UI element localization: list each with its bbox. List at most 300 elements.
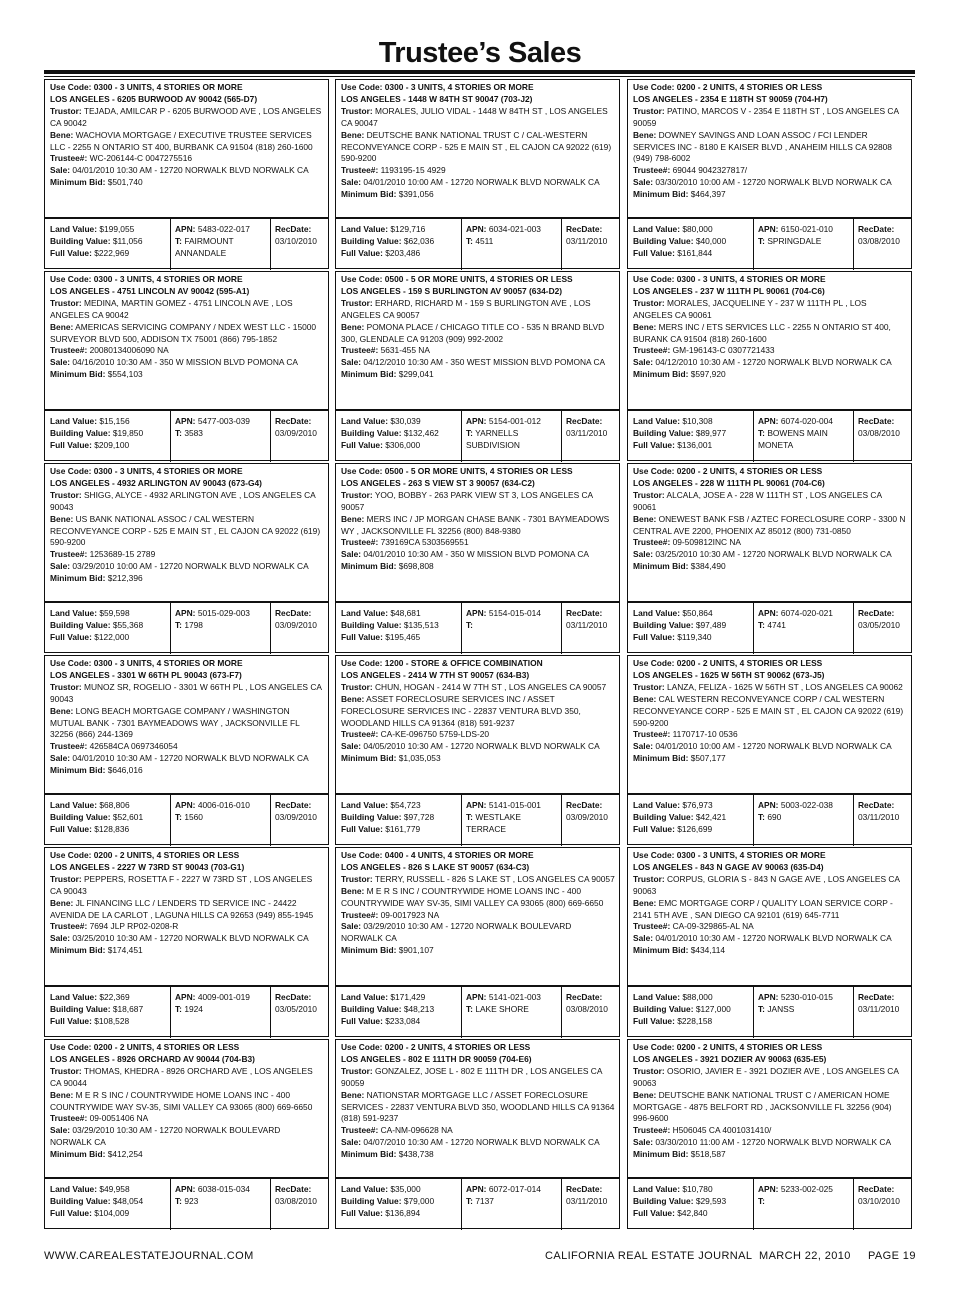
minimum-bid-label: Minimum Bid: (341, 753, 397, 764)
trustor-label: Trustor: (341, 297, 373, 308)
trustee-number (341, 729, 615, 741)
tract-value: 923 (184, 1195, 199, 1206)
trustor-value: THOMAS, KHEDRA - 8926 ORCHARD AVE , LOS ANGELES CA 90044 (50, 1065, 313, 1088)
beneficiary-value: ONEWEST BANK FSB / AZTEC FORECLOSURE CORP - 3300 N CENTRAL AVE 2200, PHOENIX AZ 85012 (800) 731-0850 (633, 513, 906, 536)
listing-row (44, 655, 917, 847)
listing-card (335, 463, 620, 653)
recdate-label: RecDate: (858, 992, 895, 1002)
use-code-value: 0300 - 3 UNITS, 4 STORIES OR MORE (93, 82, 243, 92)
valuation-table (336, 794, 619, 846)
apn-label: APN: (466, 224, 487, 234)
building-value-value: $55,368 (112, 619, 144, 630)
recdate-cell (562, 603, 619, 654)
trustor-label: Trustor: (50, 873, 82, 884)
minimum-bid-label: Minimum Bid: (341, 561, 397, 572)
listing-card (44, 463, 329, 653)
trustor-value: YOO, BOBBY - 263 PARK VIEW ST 3, LOS ANGELES CA 90057 (341, 489, 593, 512)
sale-info-label: Sale: (341, 741, 362, 752)
beneficiary (633, 898, 907, 922)
sale-info-label: Sale: (633, 741, 654, 752)
recdate-label: RecDate: (858, 224, 895, 234)
land-value (50, 992, 166, 1004)
full-value-value: $136,894 (385, 1207, 421, 1218)
minimum-bid (341, 189, 615, 201)
full-value-label: Full Value: (341, 439, 383, 450)
land-value-value: $59,598 (99, 608, 130, 618)
minimum-bid-label: Minimum Bid: (633, 189, 689, 200)
building-value-value: $132,462 (403, 427, 439, 438)
minimum-bid-label: Minimum Bid: (50, 1149, 106, 1160)
listing-details (45, 1040, 328, 1178)
land-value-value: $88,000 (682, 992, 713, 1002)
apn-cell (462, 1179, 562, 1230)
land-value-label: Land Value: (633, 416, 681, 426)
full-value-value: $228,158 (677, 1015, 713, 1026)
apn (466, 800, 558, 812)
apn-value: 6074-020-004 (780, 416, 833, 426)
beneficiary (50, 130, 324, 154)
land-value (50, 800, 166, 812)
building-value-label: Building Value: (341, 1003, 402, 1014)
minimum-bid-value: $507,177 (690, 753, 726, 764)
minimum-bid-value: $518,587 (690, 1149, 726, 1160)
apn-label: APN: (758, 224, 779, 234)
value-cell (628, 1179, 754, 1230)
recdate-label: RecDate: (566, 800, 603, 810)
building-value (50, 620, 166, 632)
beneficiary-label: Bene: (50, 705, 74, 716)
building-value (341, 236, 457, 248)
value-cell (628, 411, 754, 462)
listing-card (44, 271, 329, 461)
land-value-label: Land Value: (341, 800, 389, 810)
listing-card (335, 79, 620, 269)
land-value-value: $199,055 (99, 224, 135, 234)
listing-card (627, 79, 912, 269)
tract-value: 4511 (475, 235, 494, 246)
tract-value: 1924 (184, 1003, 203, 1014)
minimum-bid (633, 369, 907, 381)
sale-info-label: Sale: (50, 165, 71, 176)
trustor-label: Trustor: (50, 681, 82, 692)
apn-label: APN: (175, 224, 196, 234)
sale-info-value: 04/01/2010 10:30 AM - 12720 NORWALK BLVD NORWALK CA (72, 753, 309, 764)
tract-value: YARNELLS SUBDIVISION (466, 427, 520, 450)
trustee-number (50, 1113, 324, 1125)
full-value (633, 248, 749, 260)
building-value (341, 812, 457, 824)
minimum-bid-value: $434,114 (690, 945, 726, 956)
land-value-label: Land Value: (341, 224, 389, 234)
listing-details (628, 656, 911, 794)
footer-website[interactable]: WWW.CAREALESTATEJOURNAL.COM (44, 1250, 254, 1262)
page-title: Trustee’s Sales (378, 37, 582, 69)
building-value-value: $97,728 (403, 811, 435, 822)
trustor-label: Trustor: (633, 681, 665, 692)
building-value-label: Building Value: (633, 427, 694, 438)
beneficiary (341, 886, 615, 910)
recdate-cell (562, 795, 619, 846)
apn-value: 6072-017-014 (488, 1184, 541, 1194)
recdate-value: 03/08/2010 (275, 1195, 317, 1206)
land-value-value: $68,806 (99, 800, 130, 810)
beneficiary (633, 514, 907, 538)
land-value-label: Land Value: (50, 608, 98, 618)
value-cell (45, 1179, 171, 1230)
trustee-number-label: Trustee#: (633, 921, 671, 932)
trustee-number-label: Trustee#: (50, 921, 88, 932)
minimum-bid (341, 945, 615, 957)
land-value (341, 992, 457, 1004)
minimum-bid (50, 369, 324, 381)
recdate-value: 03/11/2010 (566, 1195, 608, 1206)
land-value-label: Land Value: (633, 224, 681, 234)
beneficiary-value: AMERICAS SERVICING COMPANY / NDEX WEST LLC - 15000 SURVEYOR BLVD 500, ADDISON TX 75001 (866) 795-1852 (50, 321, 317, 344)
property-address: LOS ANGELES - 4751 LINCOLN AV 90042 (595-A1) (50, 285, 250, 296)
building-value-label: Building Value: (50, 235, 111, 246)
recdate-cell (562, 219, 619, 270)
trustor-label: Trustor: (341, 1065, 373, 1076)
property-address: LOS ANGELES - 159 S BURLINGTON AV 90057 (634-D2) (341, 285, 563, 296)
listing-row (44, 271, 917, 463)
minimum-bid-label: Minimum Bid: (633, 369, 689, 380)
tract-value: SPRINGDALE (767, 235, 822, 246)
listing-details (628, 464, 911, 602)
use-code-value: 0300 - 3 UNITS, 4 STORIES OR MORE (384, 82, 534, 92)
sale-info (633, 741, 907, 753)
title-rule (44, 70, 915, 74)
land-value-value: $49,958 (99, 1184, 130, 1194)
building-value-value: $52,601 (112, 811, 144, 822)
full-value-label: Full Value: (50, 439, 92, 450)
valuation-table (336, 602, 619, 654)
apn (758, 416, 850, 428)
trustee-number-value: 09-509812INC NA (672, 537, 742, 548)
beneficiary (633, 130, 907, 166)
recdate-value: 03/09/2010 (275, 427, 317, 438)
sale-info (633, 177, 907, 189)
trustee-number-label: Trustee#: (50, 345, 88, 356)
apn-label: APN: (758, 608, 779, 618)
trustee-number-label: Trustee#: (633, 537, 671, 548)
tract (758, 236, 850, 248)
building-value-value: $29,593 (695, 1195, 727, 1206)
listing-card (44, 1039, 329, 1229)
tract-label: T: (758, 619, 765, 630)
minimum-bid-label: Minimum Bid: (633, 561, 689, 572)
full-value-value: $108,528 (94, 1015, 130, 1026)
apn-label: APN: (175, 416, 196, 426)
land-value-value: $76,973 (682, 800, 713, 810)
value-cell (45, 987, 171, 1038)
recdate-value: 03/11/2010 (858, 811, 900, 822)
recdate-cell (271, 1179, 328, 1230)
listing-details (336, 848, 619, 986)
minimum-bid-value: $212,396 (107, 573, 143, 584)
apn-value: 5141-021-003 (488, 992, 541, 1002)
property-address: LOS ANGELES - 843 N GAGE AV 90063 (635-D4) (633, 861, 824, 872)
trustee-number-label: Trustee#: (633, 729, 671, 740)
building-value-label: Building Value: (50, 1195, 111, 1206)
trustor (341, 106, 615, 130)
full-value (633, 632, 749, 644)
recdate-value: 03/08/2010 (858, 427, 900, 438)
trustor (50, 106, 324, 130)
sale-info (341, 357, 615, 369)
trustor-value: GONZALEZ, JOSE L - 802 E 111TH DR , LOS ANGELES CA 90059 (341, 1065, 602, 1088)
tract-label: T: (466, 619, 473, 630)
trustee-number-label: Trustee#: (341, 345, 379, 356)
trustee-number-value: 1253689-15 2789 (89, 549, 156, 560)
minimum-bid (50, 765, 324, 777)
land-value (341, 1184, 457, 1196)
value-cell (45, 795, 171, 846)
beneficiary-label: Bene: (633, 513, 657, 524)
minimum-bid-label: Minimum Bid: (50, 573, 106, 584)
sale-info-label: Sale: (341, 357, 362, 368)
full-value-label: Full Value: (50, 1015, 92, 1026)
listing-details (45, 656, 328, 794)
recdate-cell (854, 219, 911, 270)
property-address: LOS ANGELES - 826 S LAKE ST 90057 (634-C3) (341, 861, 530, 872)
building-value (50, 812, 166, 824)
recdate-label: RecDate: (858, 608, 895, 618)
apn (175, 608, 267, 620)
building-value-value: $11,056 (112, 235, 143, 246)
minimum-bid-label: Minimum Bid: (633, 1149, 689, 1160)
full-value (633, 1016, 749, 1028)
trustor-label: Trustor: (633, 297, 665, 308)
sale-info-label: Sale: (50, 357, 71, 368)
minimum-bid-value: $554,103 (107, 369, 143, 380)
recdate-label: RecDate: (275, 416, 312, 426)
value-cell (45, 411, 171, 462)
trustee-number-label: Trustee#: (341, 909, 379, 920)
recdate-label: RecDate: (858, 1184, 895, 1194)
apn (466, 1184, 558, 1196)
beneficiary-value: CAL WESTERN RECONVEYANCE CORP / CAL WESTERN RECONVEYANCE CORP - 525 E MAIN ST , EL CAJON CA 92022 (619) 590-9200 (633, 693, 904, 728)
listing-card (627, 847, 912, 1037)
minimum-bid (633, 753, 907, 765)
land-value (633, 1184, 749, 1196)
minimum-bid (50, 177, 324, 189)
trustor (633, 298, 907, 322)
listing-card (627, 271, 912, 461)
full-value-value: $203,486 (385, 247, 421, 258)
building-value-label: Building Value: (633, 811, 694, 822)
minimum-bid-value: $901,107 (398, 945, 434, 956)
trustor-label: Trustor: (341, 489, 373, 500)
minimum-bid-value: $1,035,053 (398, 753, 441, 764)
listing-details (336, 1040, 619, 1178)
valuation-table (45, 218, 328, 270)
minimum-bid-label: Minimum Bid: (50, 945, 106, 956)
full-value-label: Full Value: (50, 1207, 92, 1218)
sale-info (341, 741, 615, 753)
listing-details (336, 272, 619, 410)
recdate-label: RecDate: (275, 800, 312, 810)
footer-page-number: PAGE 19 (868, 1250, 916, 1262)
land-value (341, 800, 457, 812)
trustee-number (50, 345, 324, 357)
sale-info (341, 549, 615, 561)
trustee-number-value: 1170717-10 0536 (672, 729, 738, 740)
use-code-value: 0400 - 4 UNITS, 4 STORIES OR MORE (384, 850, 534, 860)
recdate-value: 03/05/2010 (275, 1003, 317, 1014)
apn-cell (754, 603, 854, 654)
land-value-value: $54,723 (390, 800, 421, 810)
building-value-label: Building Value: (50, 811, 111, 822)
building-value-value: $40,000 (695, 235, 727, 246)
building-value-label: Building Value: (633, 1195, 694, 1206)
sale-info-value: 03/29/2010 10:00 AM - 12720 NORWALK BLVD NORWALK CA (72, 561, 309, 572)
sale-info (633, 357, 907, 369)
apn-value: 5154-015-014 (488, 608, 541, 618)
land-value (341, 608, 457, 620)
trustee-number (50, 741, 324, 753)
beneficiary-value: POMONA PLACE / CHICAGO TITLE CO - 535 N BRAND BLVD 300, GLENDALE CA 91203 (909) 992-2002 (341, 321, 605, 344)
full-value-label: Full Value: (341, 823, 383, 834)
tract (466, 812, 558, 836)
recdate-label: RecDate: (275, 1184, 312, 1194)
tract (758, 1196, 850, 1208)
title-rule-thin (44, 76, 915, 77)
full-value-label: Full Value: (633, 631, 675, 642)
beneficiary-label: Bene: (341, 129, 365, 140)
minimum-bid-label: Minimum Bid: (341, 369, 397, 380)
trustor-value: PEPPERS, ROSETTA F - 2227 W 73RD ST , LOS ANGELES CA 90043 (50, 873, 313, 896)
value-cell (628, 219, 754, 270)
land-value-label: Land Value: (633, 992, 681, 1002)
land-value (50, 224, 166, 236)
trustor (633, 106, 907, 130)
minimum-bid-label: Minimum Bid: (50, 177, 106, 188)
full-value-value: $104,009 (94, 1207, 130, 1218)
trustee-number-value: 20080134006090 NA (89, 345, 169, 356)
sale-info-value: 04/01/2010 10:30 AM - 12720 NORWALK BLVD NORWALK CA (72, 165, 309, 176)
tract-value: BOWENS MAIN MONETA (758, 427, 828, 450)
minimum-bid-value: $438,738 (398, 1149, 434, 1160)
minimum-bid-label: Minimum Bid: (341, 189, 397, 200)
trustor (633, 874, 907, 898)
use-code (50, 1042, 324, 1054)
building-value-label: Building Value: (50, 427, 111, 438)
apn-value: 5483-022-017 (197, 224, 250, 234)
tract-label: T: (175, 427, 182, 438)
apn-value: 6074-020-021 (780, 608, 833, 618)
sale-info-label: Sale: (633, 933, 654, 944)
valuation-table (628, 410, 911, 462)
use-code-label: Use Code: (633, 850, 675, 860)
apn-value: 4009-001-019 (197, 992, 250, 1002)
sale-info (341, 921, 615, 945)
use-code (341, 658, 615, 670)
listing-details (628, 1040, 911, 1178)
land-value (341, 224, 457, 236)
trustor (633, 490, 907, 514)
tract (466, 620, 558, 632)
trustee-number (633, 1125, 907, 1137)
beneficiary-label: Bene: (633, 693, 657, 704)
tract (758, 428, 850, 452)
trustee-number-label: Trustee#: (341, 165, 379, 176)
listing-card (44, 79, 329, 269)
apn (175, 416, 267, 428)
beneficiary-value: M E R S INC / COUNTRYWIDE HOME LOANS INC - 400 COUNTRYWIDE WAY SV-35, SIMI VALLEY CA 93065 (800) 669-6650 (50, 1089, 313, 1112)
minimum-bid (633, 561, 907, 573)
minimum-bid-label: Minimum Bid: (50, 369, 106, 380)
full-value (50, 824, 166, 836)
valuation-table (336, 410, 619, 462)
building-value-label: Building Value: (633, 235, 694, 246)
listing-row (44, 1039, 917, 1231)
tract-value: 3583 (184, 427, 203, 438)
minimum-bid-value: $698,808 (398, 561, 434, 572)
beneficiary-value: ASSET FORECLOSURE SERVICES INC / ASSET FORECLOSURE SERVICES INC - 22837 VENTURA BLVD 350, WOODLAND HILLS CA 91364 (818) 591-9237 (341, 693, 581, 728)
beneficiary-label: Bene: (633, 897, 657, 908)
apn-label: APN: (175, 992, 196, 1002)
full-value-label: Full Value: (50, 631, 92, 642)
use-code (633, 658, 907, 670)
beneficiary-label: Bene: (50, 129, 74, 140)
beneficiary (50, 1090, 324, 1114)
use-code (50, 466, 324, 478)
tract (758, 812, 850, 824)
building-value-label: Building Value: (341, 1195, 402, 1206)
sale-info (50, 165, 324, 177)
tract-value: 1798 (184, 619, 203, 630)
apn-value: 4006-016-010 (197, 800, 250, 810)
use-code-label: Use Code: (633, 82, 675, 92)
tract (466, 236, 558, 248)
tract-label: T: (758, 811, 765, 822)
beneficiary-label: Bene: (341, 1089, 365, 1100)
listing-card (335, 847, 620, 1037)
trustee-number (50, 549, 324, 561)
minimum-bid (633, 1149, 907, 1161)
property-address: LOS ANGELES - 1448 W 84TH ST 90047 (703-J2) (341, 93, 533, 104)
valuation-table (628, 986, 911, 1038)
land-value-label: Land Value: (50, 1184, 98, 1194)
land-value-value: $10,780 (682, 1184, 713, 1194)
tract (466, 1196, 558, 1208)
apn (175, 1184, 267, 1196)
sale-info (341, 177, 615, 189)
trustee-number (633, 729, 907, 741)
land-value (633, 800, 749, 812)
trustor (50, 874, 324, 898)
use-code-value: 0200 - 2 UNITS, 4 STORIES OR LESS (676, 658, 823, 668)
sale-info-label: Sale: (50, 561, 71, 572)
apn-cell (171, 1179, 271, 1230)
tract (758, 1004, 850, 1016)
trustor-value: SHIGG, ALYCE - 4932 ARLINGTON AVE , LOS ANGELES CA 90043 (50, 489, 316, 512)
value-cell (336, 411, 462, 462)
use-code-value: 0200 - 2 UNITS, 4 STORIES OR LESS (384, 1042, 531, 1052)
use-code-label: Use Code: (50, 658, 92, 668)
apn (175, 800, 267, 812)
property-address: LOS ANGELES - 2414 W 7TH ST 90057 (634-B3) (341, 669, 530, 680)
apn-label: APN: (175, 608, 196, 618)
use-code-value: 0200 - 2 UNITS, 4 STORIES OR LESS (676, 1042, 823, 1052)
apn (758, 800, 850, 812)
use-code (341, 850, 615, 862)
sale-info (50, 933, 324, 945)
apn-label: APN: (466, 1184, 487, 1194)
building-value-value: $97,489 (695, 619, 727, 630)
beneficiary (341, 322, 615, 346)
trustee-number-value: 5631-455 NA (380, 345, 430, 356)
